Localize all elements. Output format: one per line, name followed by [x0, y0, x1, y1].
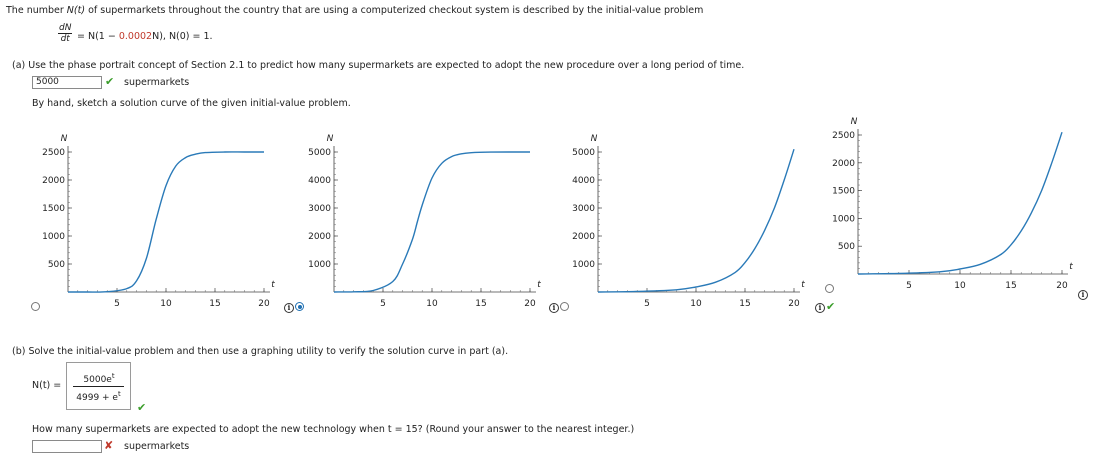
x-tick-label: 5 — [644, 299, 650, 309]
check-icon: ✔ — [137, 401, 147, 414]
x-tick-label: 15 — [209, 299, 221, 309]
check-icon: ✔ — [826, 300, 836, 313]
intro-fn: N(t) — [66, 5, 86, 16]
x-tick-label: 10 — [426, 299, 438, 309]
charts-area — [0, 112, 1103, 312]
y-tick-label: 1500 — [832, 186, 855, 197]
chart-option-1 — [42, 134, 275, 309]
solution-curve — [68, 152, 264, 292]
info-icon[interactable]: i — [1078, 290, 1088, 300]
derivative-num: dN — [59, 23, 72, 33]
chart-option-3-radio[interactable] — [560, 302, 569, 311]
x-tick-label: 15 — [1005, 281, 1017, 291]
info-icon[interactable]: i — [815, 303, 825, 313]
y-tick-label: 1000 — [832, 214, 855, 225]
info-icon[interactable]: i — [284, 303, 294, 313]
solution-answer-field[interactable] — [66, 362, 131, 410]
x-tick-label: 20 — [258, 299, 270, 309]
x-tick-label: 20 — [1056, 281, 1068, 291]
x-tick-label: 20 — [524, 299, 536, 309]
t15-answer-field[interactable] — [32, 440, 102, 453]
x-axis-label: t — [271, 280, 275, 290]
solution-curve — [598, 149, 794, 292]
equation-coefficient: 0.0002 — [118, 31, 153, 42]
chart-option-2 — [308, 134, 541, 309]
solution-denominator: $4999 + e^t$ — [76, 390, 121, 403]
x-tick-label: 10 — [690, 299, 702, 309]
intro-lead: The number — [6, 5, 67, 16]
solution-curve — [858, 132, 1062, 274]
y-tick-label: 2500 — [42, 148, 65, 158]
derivative-den: dt — [58, 33, 72, 44]
chart-option-2-radio[interactable] — [295, 302, 304, 311]
y-tick-label: 3000 — [572, 204, 595, 214]
y-tick-label: 1000 — [308, 260, 331, 270]
x-tick-label: 5 — [380, 299, 386, 309]
x-axis-label: t — [801, 280, 805, 290]
y-axis-label: N — [590, 134, 598, 144]
sketch-prompt: By hand, sketch a solution curve of the given initial-value problem. — [32, 98, 351, 109]
solution-numerator: $5000e^t$ — [83, 372, 115, 385]
chart-option-1-radio[interactable] — [31, 302, 40, 311]
part-a-label: (a) Use the phase portrait concept of Section 2.1 to predict how many supermarkets are expected to adopt the new procedure over a long period of time. — [12, 60, 745, 71]
y-tick-label: 1000 — [572, 260, 595, 270]
y-tick-label: 2500 — [832, 131, 855, 141]
y-tick-label: 5000 — [572, 148, 595, 158]
x-axis-label: t — [1069, 262, 1073, 272]
x-axis-label: t — [537, 280, 541, 290]
solution-fraction-bar — [73, 386, 124, 387]
check-icon: ✔ — [105, 75, 115, 88]
y-tick-label: 500 — [837, 242, 855, 253]
equation-rhs-a: = N(1 − — [77, 31, 119, 42]
x-tick-label: 15 — [475, 299, 487, 309]
problem-intro — [6, 5, 703, 16]
solution-curve — [334, 152, 530, 292]
info-icon[interactable]: i — [549, 303, 559, 313]
chart-option-4 — [832, 117, 1073, 291]
cross-icon: ✘ — [104, 439, 114, 452]
y-axis-label: N — [60, 134, 68, 144]
x-tick-label: 15 — [739, 299, 751, 309]
x-tick-label: 5 — [114, 299, 120, 309]
y-tick-label: 4000 — [572, 176, 595, 186]
part-a-answer-field[interactable]: 5000 — [32, 76, 102, 89]
intro-tail: of supermarkets throughout the country that are using a computerized checkout system is described by the initial-value problem — [85, 5, 704, 16]
y-tick-label: 5000 — [308, 148, 331, 158]
part-a-unit: supermarkets — [124, 77, 190, 88]
part-b-label: (b) Solve the initial-value problem and then use a graphing utility to verify the solution curve in part (a). — [12, 346, 509, 357]
y-tick-label: 4000 — [308, 176, 331, 186]
y-tick-label: 2000 — [832, 158, 855, 169]
y-axis-label: N — [850, 117, 858, 127]
equation-rhs — [77, 31, 213, 42]
t15-unit: supermarkets — [124, 441, 190, 452]
y-tick-label: 1000 — [42, 232, 65, 242]
equation-rhs-b: N), N(0) = 1. — [152, 31, 213, 42]
x-tick-label: 10 — [954, 281, 966, 291]
x-tick-label: 20 — [788, 299, 800, 309]
derivative-fraction — [58, 23, 72, 44]
x-tick-label: 5 — [906, 281, 912, 291]
y-tick-label: 500 — [47, 260, 65, 270]
y-tick-label: 1500 — [42, 204, 65, 214]
t15-question: How many supermarkets are expected to adopt the new technology when t = 15? (Round your answer to the nearest integer.) — [32, 424, 635, 435]
nt-label: N(t) = — [32, 380, 62, 391]
y-axis-label: N — [326, 134, 334, 144]
x-tick-label: 10 — [160, 299, 172, 309]
chart-option-4-radio[interactable] — [825, 284, 834, 293]
y-tick-label: 2000 — [308, 232, 331, 242]
chart-option-3 — [572, 134, 805, 309]
y-tick-label: 2000 — [42, 176, 65, 186]
y-tick-label: 2000 — [572, 232, 595, 242]
y-tick-label: 3000 — [308, 204, 331, 214]
